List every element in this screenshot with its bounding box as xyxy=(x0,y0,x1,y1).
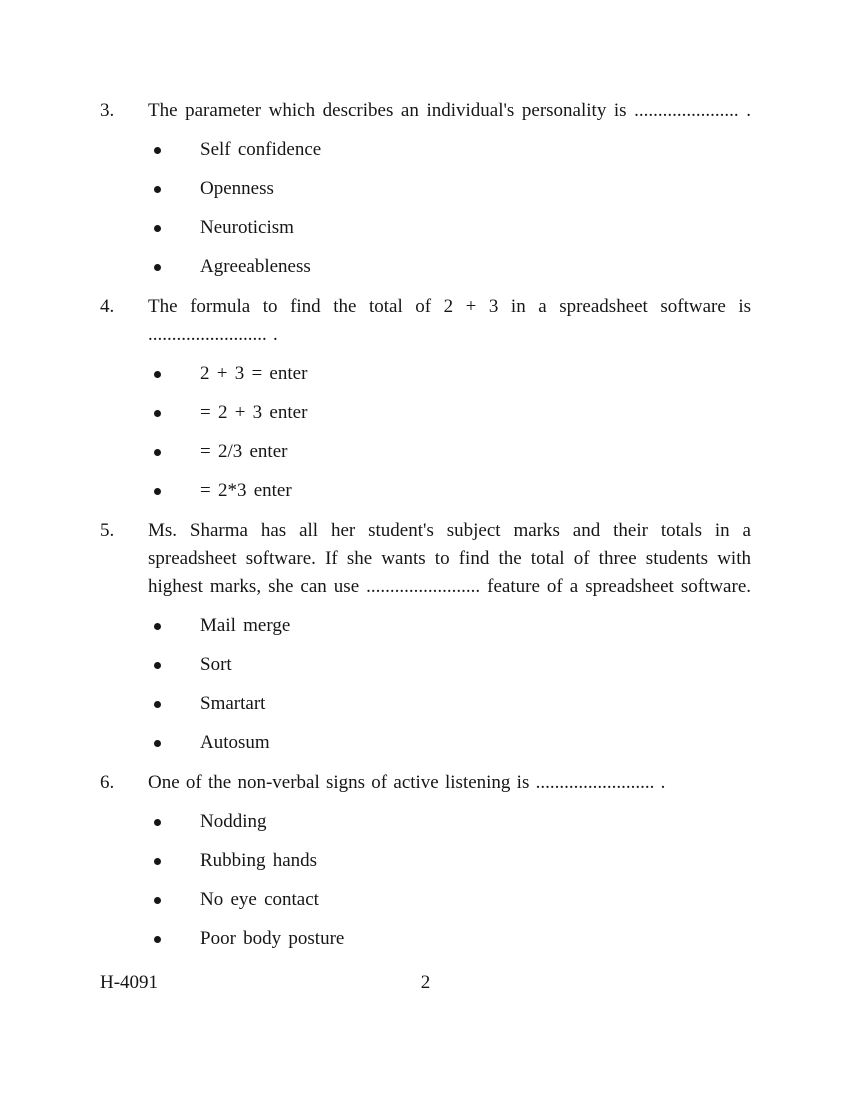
paper-code: H-4091 xyxy=(100,972,159,993)
question-text xyxy=(148,97,751,125)
option-label: Autosum xyxy=(200,732,270,753)
question-line: The parameter which describes an individual's personality is ...................... . xyxy=(148,100,751,121)
question-number: 3. xyxy=(100,100,115,121)
bullet-icon xyxy=(152,360,200,388)
question-row xyxy=(100,97,751,125)
bullet-icon xyxy=(152,477,200,505)
question-3 xyxy=(100,97,751,281)
question-line: Ms. Sharma has all her student's subject marks and their totals in a xyxy=(148,520,751,541)
bullet-icon xyxy=(152,612,200,640)
question-number: 4. xyxy=(100,296,115,317)
option-item xyxy=(100,847,751,875)
bullet-icon xyxy=(152,253,200,281)
page-number: 2 xyxy=(420,972,431,993)
question-5 xyxy=(100,517,751,757)
option-label: 2 + 3 = enter xyxy=(200,363,308,384)
option-label: Poor body posture xyxy=(200,928,345,949)
option-item xyxy=(100,253,751,281)
option-label: No eye contact xyxy=(200,889,319,910)
question-4 xyxy=(100,293,751,505)
bullet-icon xyxy=(152,808,200,836)
option-item xyxy=(100,690,751,718)
bullet-icon xyxy=(152,651,200,679)
question-line: spreadsheet software. If she wants to find the total of three students with xyxy=(148,548,751,569)
question-line: ......................... . xyxy=(148,324,278,345)
options-list xyxy=(100,808,751,953)
bullet-icon xyxy=(152,136,200,164)
question-line: One of the non-verbal signs of active listening is ......................... . xyxy=(148,772,666,793)
page-footer xyxy=(100,969,751,997)
options-list xyxy=(100,360,751,505)
question-6 xyxy=(100,769,751,953)
option-item xyxy=(100,360,751,388)
option-item xyxy=(100,438,751,466)
option-label: Agreeableness xyxy=(200,256,311,277)
option-label: = 2*3 enter xyxy=(200,480,292,501)
option-item xyxy=(100,886,751,914)
option-item xyxy=(100,399,751,427)
bullet-icon xyxy=(152,729,200,757)
option-label: = 2 + 3 enter xyxy=(200,402,308,423)
bullet-icon xyxy=(152,399,200,427)
option-label: Smartart xyxy=(200,693,266,714)
question-text xyxy=(148,517,751,601)
bullet-icon xyxy=(152,690,200,718)
option-item xyxy=(100,925,751,953)
question-row xyxy=(100,293,751,349)
bullet-icon xyxy=(152,925,200,953)
option-label: Self confidence xyxy=(200,139,322,160)
option-item xyxy=(100,136,751,164)
options-list xyxy=(100,136,751,281)
option-item xyxy=(100,808,751,836)
option-label: Nodding xyxy=(200,811,267,832)
option-label: Openness xyxy=(200,178,274,199)
option-label: Mail merge xyxy=(200,615,291,636)
option-item xyxy=(100,175,751,203)
option-label: Rubbing hands xyxy=(200,850,318,871)
option-item xyxy=(100,477,751,505)
bullet-icon xyxy=(152,175,200,203)
bullet-icon xyxy=(152,214,200,242)
question-text xyxy=(148,769,751,797)
question-line: highest marks, she can use ........................ feature of a spreadsheet software. xyxy=(148,576,751,597)
question-number: 5. xyxy=(100,520,115,541)
option-item xyxy=(100,612,751,640)
bullet-icon xyxy=(152,438,200,466)
question-row xyxy=(100,517,751,601)
option-item xyxy=(100,729,751,757)
question-paper-body xyxy=(100,97,751,953)
option-label: = 2/3 enter xyxy=(200,441,288,462)
option-label: Neuroticism xyxy=(200,217,294,238)
bullet-icon xyxy=(152,886,200,914)
option-item xyxy=(100,214,751,242)
question-row xyxy=(100,769,751,797)
option-label: Sort xyxy=(200,654,232,675)
options-list xyxy=(100,612,751,757)
question-number: 6. xyxy=(100,772,115,793)
question-line: The formula to find the total of 2 + 3 in a spreadsheet software is xyxy=(148,296,751,317)
question-text xyxy=(148,293,751,349)
bullet-icon xyxy=(152,847,200,875)
option-item xyxy=(100,651,751,679)
